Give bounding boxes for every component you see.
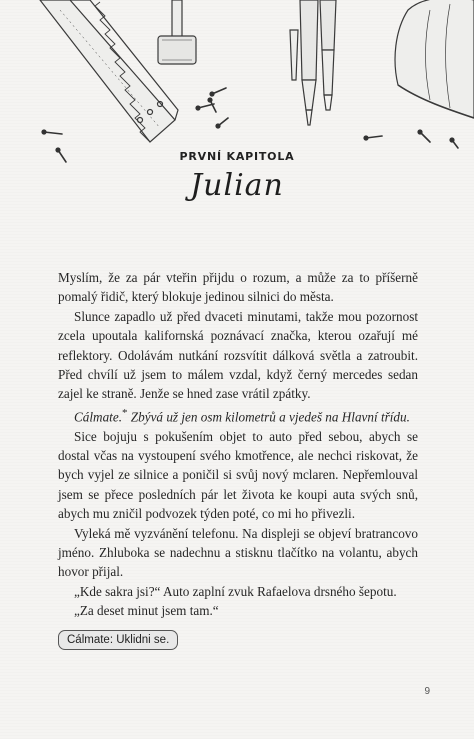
paragraph: Vyleká mě vyzvánění telefonu. Na displeji se objeví bratrancovo jméno. Zhluboka se nadechnu a stisknu tlačítko na volantu, abych hovor přijal. [58, 525, 418, 580]
paragraph: Slunce zapadlo už před dvaceti minutami, takže mou pozornost zcela upoutala kalifornská poznávací značka, kterou ozařují mé reflektory. Odolávám nutkání rozsvítit dálková světla a zatroubit. Před chvílí už jsem to málem vzdal, když černý mercedes sedan zajel ke straně. Jenže se hned zase vrátil zpátky. [58, 308, 418, 402]
paragraph: „Za deset minut jsem tam.“ [74, 603, 219, 619]
italic-thought: Zbývá už jen osm kilometrů a vjedeš na Hlavní třídu. [127, 409, 410, 425]
chisel-drawing [290, 0, 336, 125]
saw-drawing [40, 0, 178, 142]
tools-illustration [0, 0, 474, 165]
footnote-term: Cálmate. [74, 409, 122, 425]
paragraph: „Kde sakra jsi?“ Auto zaplní zvuk Rafaelova drsného šepotu. [74, 583, 397, 599]
paragraph: Myslím, že za pár vteřin přijdu o rozum, a může za to příšerně pomalý řidič, který blokuje jedinou silnici do města. [58, 270, 418, 305]
paragraph: Sice bojuju s pokušením objet to auto před sebou, abych se dostal včas na vystoupení svého kmotřence, ale nechci riskovat, že bych vyjel ze silnice a poničil si svůj nový mclaren. Nepřemlouval jsem se přece posledních pár let života ke koupi auta svých snů, abych mu zničil podvozek týden poté, co mi ho přivezli. [58, 428, 418, 522]
body-text [58, 268, 418, 621]
chapter-label: PRVNÍ KAPITOLA [179, 150, 295, 163]
hard-hat-drawing [395, 0, 474, 118]
page-number: 9 [424, 686, 430, 697]
chapter-title: Julian [190, 168, 284, 203]
mallet-drawing [158, 0, 196, 64]
footnote-box: Cálmate: Uklidni se. [58, 630, 178, 650]
paragraph-italic [58, 404, 418, 427]
footnote-marker: * [122, 406, 128, 419]
